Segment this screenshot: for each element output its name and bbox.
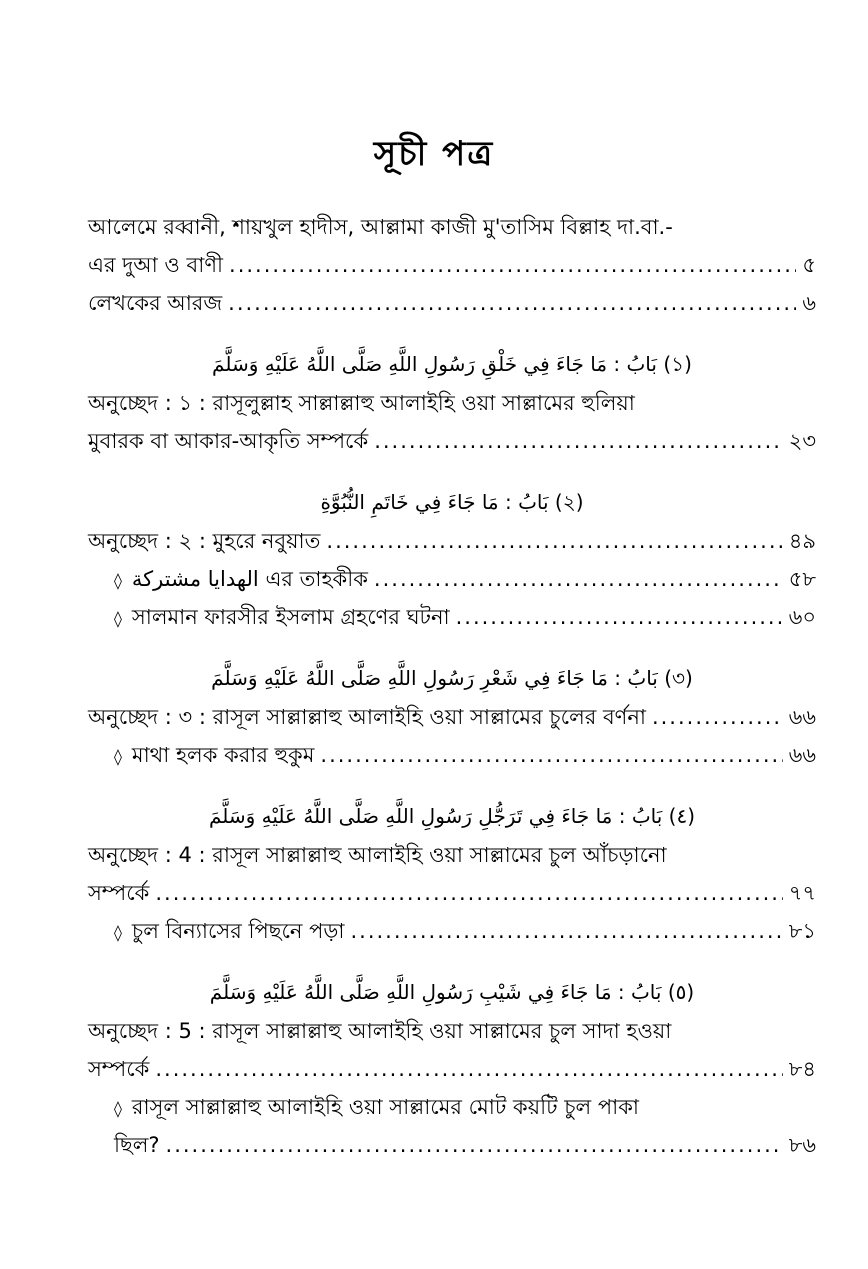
- chapter-heading-arabic: (٤) بَابُ : مَا جَاءَ فِي تَرَجُّلِ رَسُولِ اللَّهِ صَلَّى اللَّهُ عَلَيْهِ وَسَلَّمَ: [208, 804, 696, 828]
- dot-leader: [652, 698, 783, 736]
- toc-line: [88, 384, 816, 422]
- chapter-heading-arabic: (٥) بَابُ : مَا جَاءَ فِي شَيْبِ رَسُولِ اللَّهِ صَلَّى اللَّهُ عَلَيْهِ وَسَلَّمَ: [209, 980, 695, 1004]
- dot-leader: [374, 422, 783, 460]
- toc-text: চুল বিন্যাসের পিছনে পড়া: [131, 919, 345, 943]
- toc-line: [88, 874, 816, 912]
- toc-line: [88, 522, 816, 560]
- toc-line: [88, 422, 816, 460]
- page-number: ৬৬: [788, 705, 816, 729]
- toc-subline: [88, 598, 816, 636]
- page-number: ৭৭: [788, 881, 816, 905]
- dot-leader: [350, 912, 782, 950]
- toc-subline: [88, 1088, 816, 1126]
- chapter-heading-arabic: (২) بَابُ : مَا جَاءَ فِي خَاتَمِ النُّبُوَّةِ: [320, 490, 584, 514]
- diamond-bullet-icon: ◊: [114, 609, 122, 628]
- toc-line: [88, 1050, 816, 1088]
- dot-leader: [166, 1126, 783, 1164]
- dot-leader: [228, 284, 796, 322]
- toc-text: অনুচ্ছেদ : ৩ : রাসূল সাল্লাল্লাহু আলাইহি ওয়া সাল্লামের চুলের বর্ণনা: [88, 705, 646, 729]
- page-number: ৫৮: [788, 567, 816, 591]
- toc-text: এর দুআ ও বাণী: [88, 253, 224, 277]
- toc-line: [88, 836, 816, 874]
- toc-entries: [88, 208, 816, 1164]
- toc-text: মুবারক বা আকার-আকৃতি সম্পর্কে: [88, 429, 369, 453]
- diamond-bullet-icon: ◊: [114, 747, 122, 766]
- toc-text: অনুচ্ছেদ : ১ : রাসূলুল্লাহ সাল্লাল্লাহু আলাইহি ওয়া সাল্লামের হুলিয়া: [88, 391, 635, 415]
- toc-line: [88, 698, 816, 736]
- dot-leader: [320, 736, 782, 774]
- dot-leader: [229, 246, 796, 284]
- toc-text: সালমান ফারসীর ইসলাম গ্রহণের ঘটনা: [131, 605, 450, 629]
- page-number: ৬: [802, 291, 816, 315]
- chapter-heading-arabic: (৩) بَابُ : مَا جَاءَ فِي شَعْرِ رَسُولِ اللَّهِ صَلَّى اللَّهُ عَلَيْهِ وَسَلَّمَ: [211, 666, 693, 690]
- dot-leader: [155, 874, 782, 912]
- page-number: ৪৯: [788, 529, 816, 553]
- toc-text: সম্পর্কে: [88, 1057, 150, 1081]
- diamond-bullet-icon: ◊: [114, 571, 122, 590]
- toc-line: [88, 1012, 816, 1050]
- toc-text: সম্পর্কে: [88, 881, 150, 905]
- toc-line: [88, 208, 816, 246]
- page-number: ৬৬: [788, 743, 816, 767]
- toc-line: [88, 246, 816, 284]
- toc-text: অনুচ্ছেদ : 5 : রাসূল সাল্লাল্লাহু আলাইহি ওয়া সাল্লামের চুল সাদা হওয়া: [88, 1019, 672, 1043]
- page-number: ৫: [802, 253, 816, 277]
- toc-subline: [88, 1126, 816, 1164]
- toc-text: লেখকের আরজ: [88, 291, 223, 315]
- dot-leader: [374, 560, 783, 598]
- toc-text: অনুচ্ছেদ : ২ : মুহরে নবুয়াত: [88, 529, 321, 553]
- toc-subline: [88, 560, 816, 598]
- dot-leader: [326, 522, 782, 560]
- toc-line: [88, 284, 816, 322]
- toc-text: মাথা হলক করার হুকুম: [131, 743, 315, 767]
- toc-text: ছিল?: [114, 1133, 160, 1157]
- toc-text: রাসূল সাল্লাল্লাহু আলাইহি ওয়া সাল্লামের মোট কয়টি চুল পাকা: [131, 1095, 639, 1119]
- toc-subline: [88, 912, 816, 950]
- page-title: সূচী পত্র: [373, 134, 495, 174]
- toc-text: অনুচ্ছেদ : 4 : রাসূল সাল্লাল্লাহু আলাইহি ওয়া সাল্লামের চুল আঁচড়ানো: [88, 843, 667, 867]
- page-number: ৬০: [788, 605, 816, 629]
- page-number: ৮৬: [788, 1133, 816, 1157]
- dot-leader: [456, 598, 783, 636]
- chapter-heading-arabic: (১) بَابُ : مَا جَاءَ فِي خَلْقِ رَسُولِ اللَّهِ صَلَّى اللَّهُ عَلَيْهِ وَسَلَّمَ: [212, 352, 692, 376]
- toc-text: আলেমে রব্বানী, শায়খুল হাদীস, আল্লামা কাজী মু'তাসিম বিল্লাহ দা.বা.-: [88, 215, 673, 239]
- toc-text: الهدايا مشتركة এর তাহকীক: [131, 567, 368, 591]
- page-number: ২৩: [788, 429, 816, 453]
- page-number: ৮৪: [788, 1057, 816, 1081]
- page-number: ৮১: [788, 919, 816, 943]
- dot-leader: [155, 1050, 782, 1088]
- diamond-bullet-icon: ◊: [114, 923, 122, 942]
- toc-subline: [88, 736, 816, 774]
- diamond-bullet-icon: ◊: [114, 1099, 122, 1118]
